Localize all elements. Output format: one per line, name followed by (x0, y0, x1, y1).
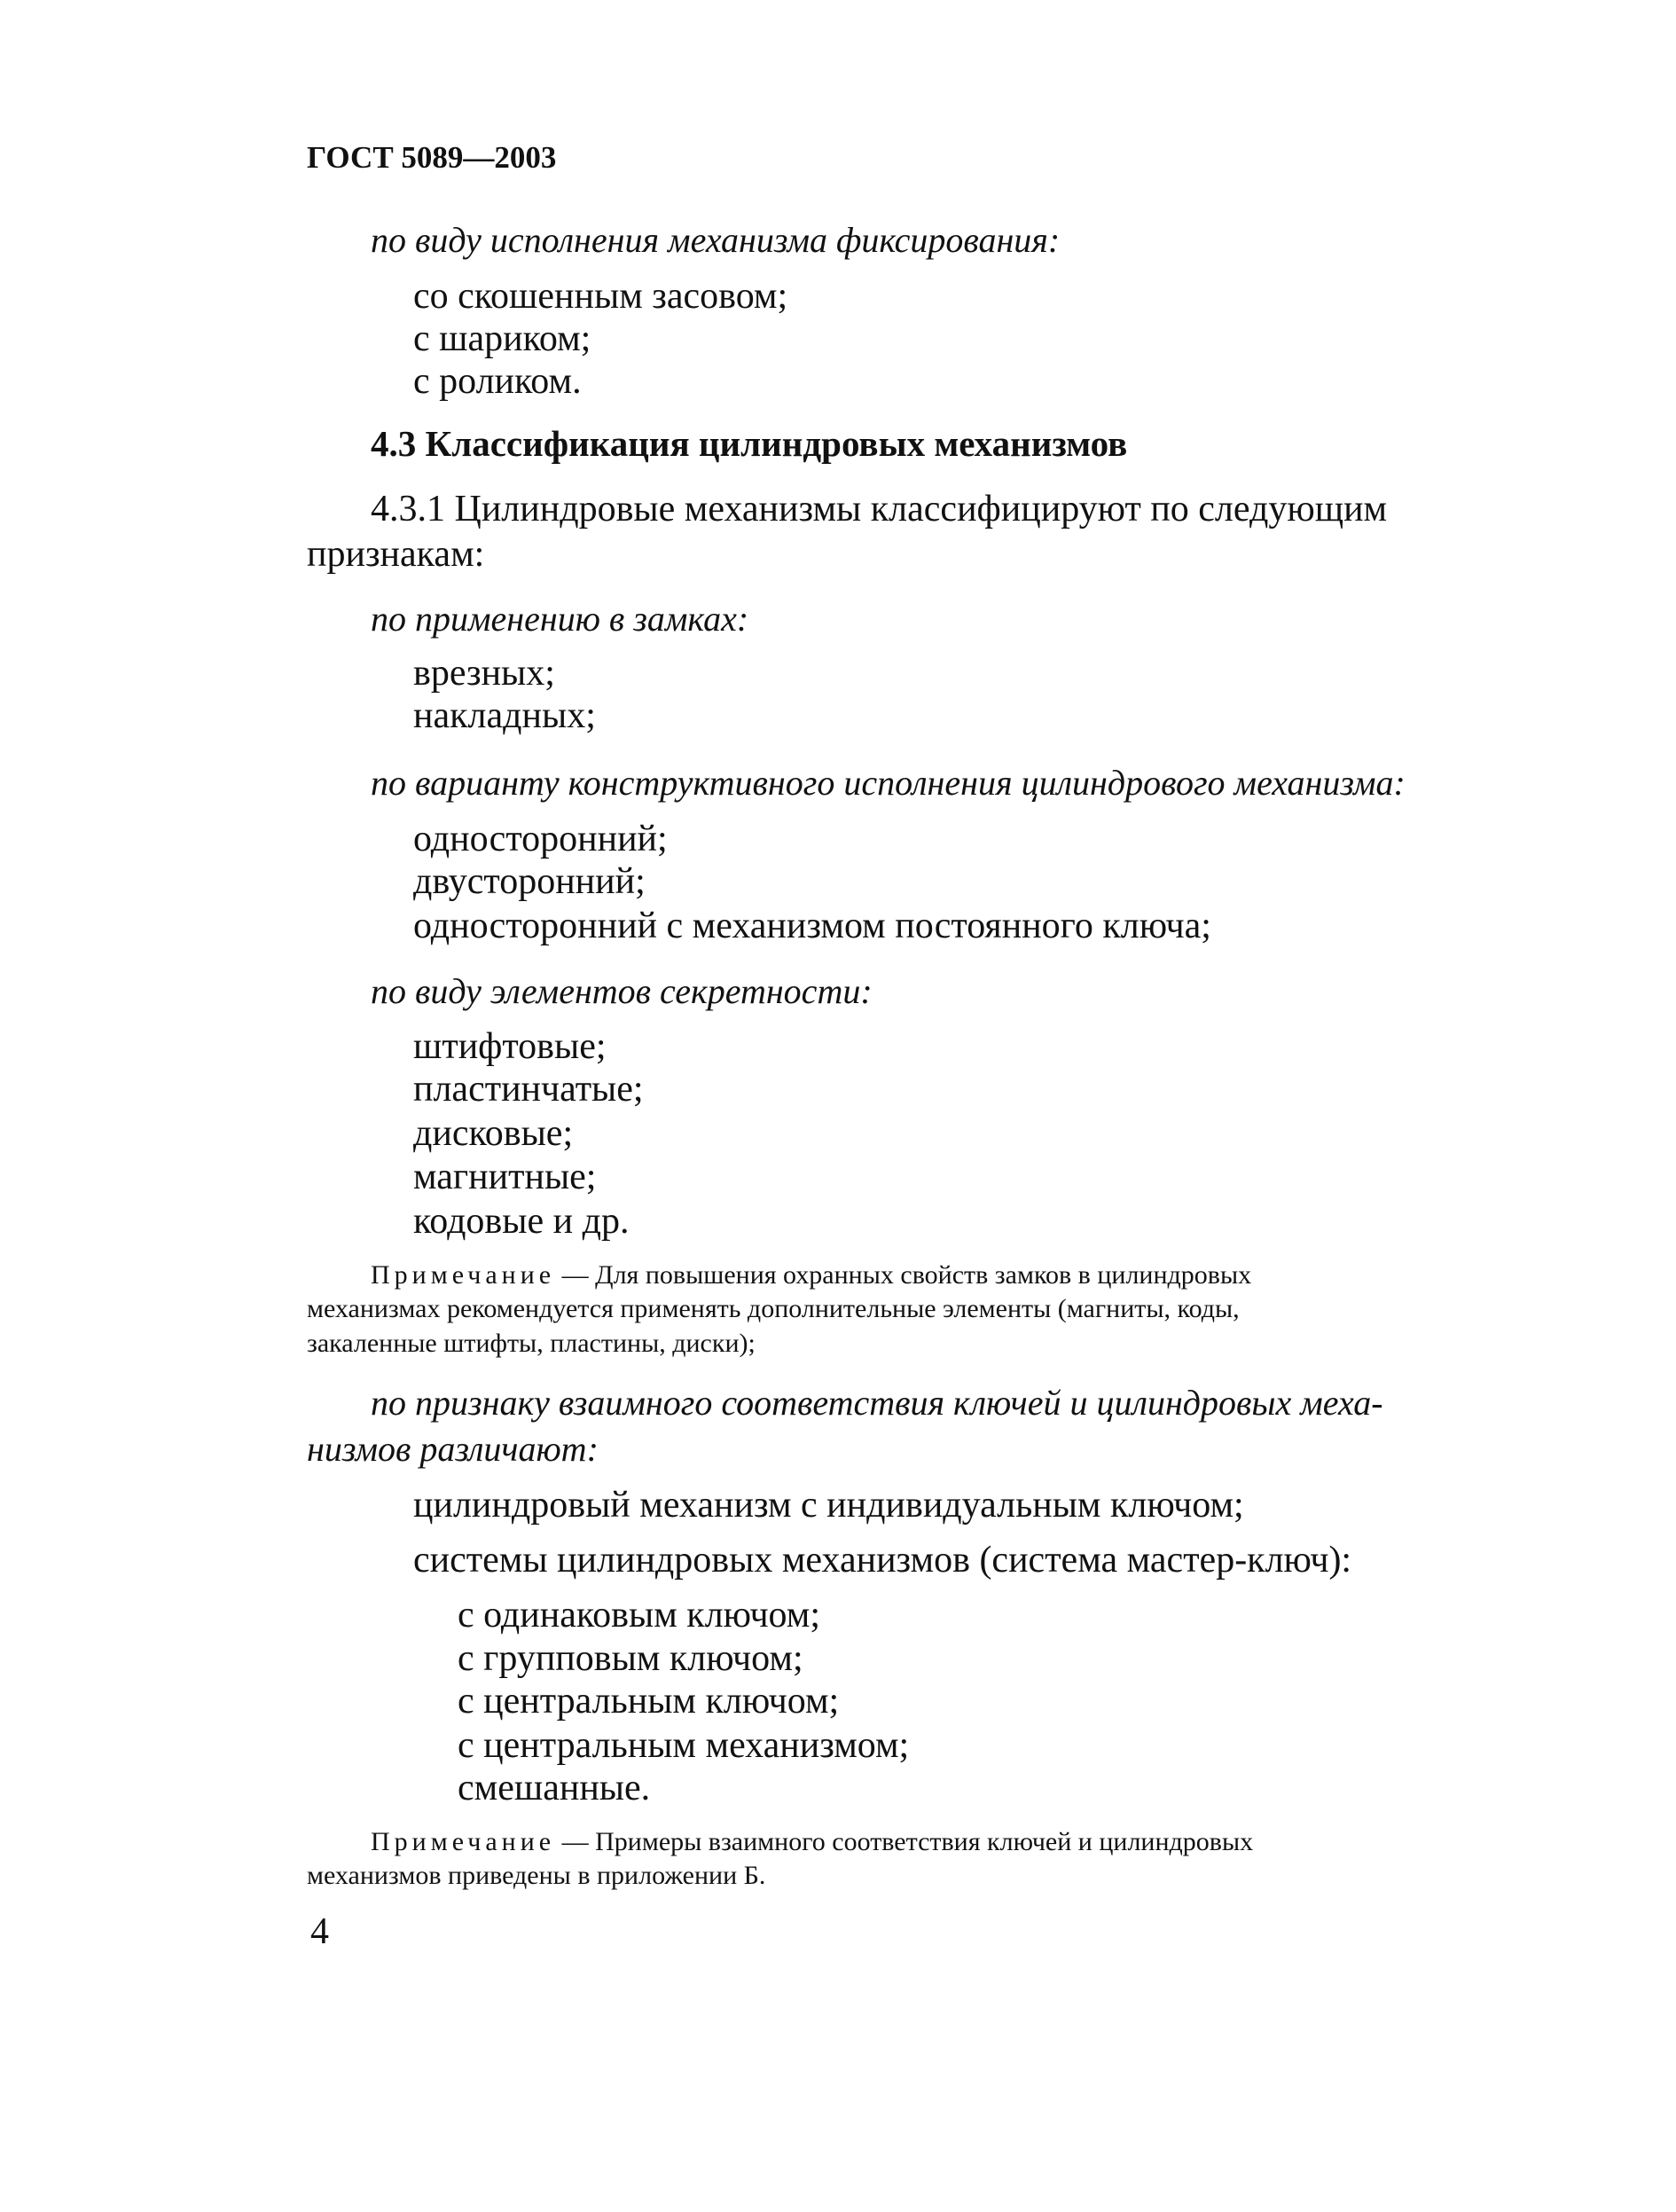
note-line: механизмов приведены в приложении Б. (307, 1861, 766, 1890)
note-line (371, 1262, 1251, 1289)
list-item: двусторонний; (413, 861, 646, 902)
list-item: односторонний; (413, 819, 668, 859)
paragraph-line: 4.3.1 Цилиндровые механизмы классифицируют по следующим (371, 489, 1388, 529)
variant-category-title: по варианту конструктивного исполнения цилиндрового механизма: (371, 763, 1406, 803)
note-label: Примечание (371, 1827, 556, 1856)
page-number: 4 (310, 1911, 329, 1952)
list-item: накладных; (413, 695, 596, 736)
list-item: кодовые и др. (413, 1201, 630, 1242)
note-line: закаленные штифты, пластины, диски); (307, 1329, 756, 1358)
sub-list-item: с групповым ключом; (458, 1638, 803, 1679)
note-line (371, 1829, 1253, 1855)
list-item: с шариком; (413, 318, 591, 359)
application-category-title: по применению в замках: (371, 599, 749, 639)
sub-list-item: с центральным механизмом; (458, 1725, 910, 1766)
list-item: штифтовые; (413, 1026, 607, 1067)
document-code-header: ГОСТ 5089—2003 (307, 140, 557, 175)
correspondence-category-title: по признаку взаимного соответствия ключей и цилиндровых меха- (371, 1383, 1383, 1423)
list-item: с роликом. (413, 361, 582, 402)
list-item: цилиндровый механизм с индивидуальным ключом; (413, 1485, 1244, 1526)
list-item: со скошенным засовом; (413, 276, 788, 317)
list-item: односторонний с механизмом постоянного ключа; (413, 906, 1211, 946)
list-item: врезных; (413, 653, 555, 694)
note-label: Примечание (371, 1260, 556, 1290)
note-text: — Для повышения охранных свойств замков в цилиндровых (555, 1260, 1252, 1290)
sub-list-item: с одинаковым ключом; (458, 1595, 821, 1635)
note-text: — Примеры взаимного соответствия ключей и цилиндровых (555, 1827, 1254, 1856)
correspondence-category-title-cont: низмов различают: (307, 1429, 599, 1469)
list-item: пластинчатые; (413, 1069, 644, 1110)
list-item: дисковые; (413, 1113, 574, 1154)
note-line: механизмах рекомендуется применять дополнительные элементы (магниты, коды, (307, 1294, 1240, 1323)
list-item: магнитные; (413, 1157, 597, 1197)
sub-list-item: с центральным ключом; (458, 1681, 840, 1722)
fixation-category-title: по виду исполнения механизма фиксирования: (371, 220, 1061, 260)
list-item: системы цилиндровых механизмов (система мастер-ключ): (413, 1540, 1352, 1581)
paragraph-line: признакам: (307, 534, 485, 575)
secrecy-category-title: по виду элементов секретности: (371, 971, 873, 1011)
sub-list-item: смешанные. (458, 1768, 651, 1808)
section-heading: 4.3 Классификация цилиндровых механизмов (371, 423, 1128, 464)
